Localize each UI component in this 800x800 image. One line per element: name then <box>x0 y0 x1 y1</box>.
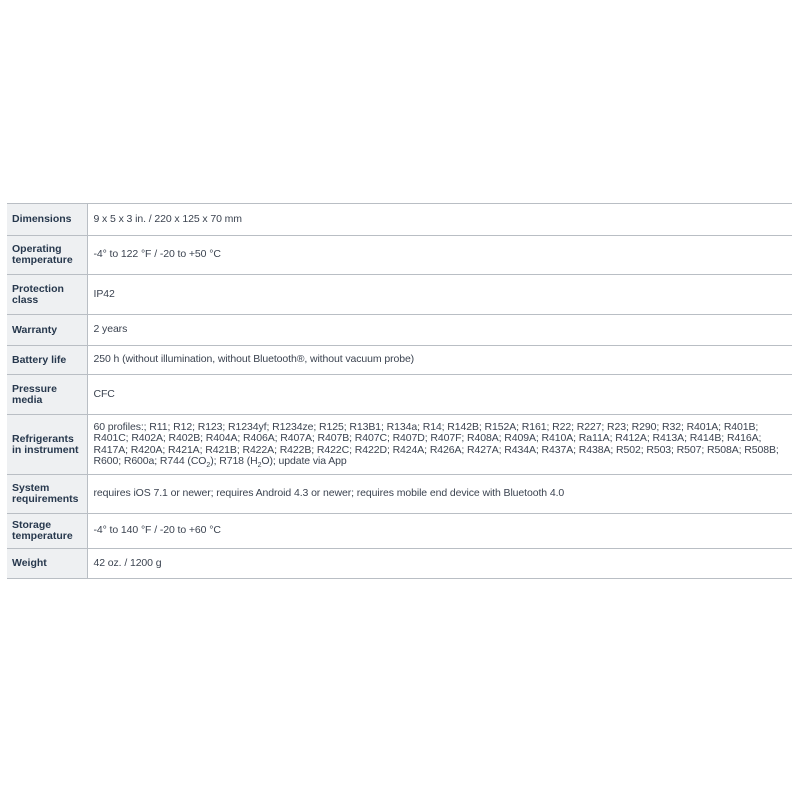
refrigerants-list-end: O); update via App <box>261 454 347 467</box>
table-row <box>7 415 792 475</box>
table-row <box>7 315 792 346</box>
row-label-storage-temperature: Storage temperature <box>7 514 87 549</box>
row-label-pressure-media: Pressure media <box>7 375 87 415</box>
table-row <box>7 204 792 236</box>
table-row <box>7 549 792 579</box>
row-label-protection-class: Protection class <box>7 275 87 315</box>
row-label-weight: Weight <box>7 549 87 579</box>
row-value-weight: 42 oz. / 1200 g <box>87 549 792 579</box>
refrigerants-list-cont: ); R718 (H <box>210 454 258 467</box>
table-row <box>7 346 792 375</box>
co2-subscript: 2 <box>206 461 211 469</box>
table-row <box>7 375 792 415</box>
row-label-refrigerants: Refrigerants in instrument <box>7 415 87 475</box>
row-value-protection-class: IP42 <box>87 275 792 315</box>
row-label-system-requirements: System requirements <box>7 475 87 514</box>
table-row <box>7 514 792 549</box>
table-row <box>7 275 792 315</box>
row-label-operating-temperature: Operating temperature <box>7 236 87 275</box>
refrigerants-list: 60 profiles:; R11; R12; R123; R1234yf; R1234ze; R125; R13B1; R134a; R14; R142B; R152A; R161; R22; R227; R23; R290; R32; R401A; R401B; R401C; R402A; R402B; R404A; R406A; R407A; R407B; R407C; R407D; R407F; R408A; R409A; R410A; Ra11A; R412A; R413A; R414B; R416A; R417A; R420A; R421A; R421B; R422A; R422B; R422C; R422D; R424A; R426A; R427A; R434A; R437A; R438A; R502; R503; R507; R508A; R508B; R600; R600a; R744 (CO <box>93 421 779 467</box>
row-value-pressure-media: CFC <box>87 375 792 415</box>
row-value-battery-life: 250 h (without illumination, without Bluetooth®, without vacuum probe) <box>87 346 792 375</box>
h2o-subscript: 2 <box>257 461 262 469</box>
specifications-table <box>7 203 792 579</box>
row-label-warranty: Warranty <box>7 315 87 346</box>
row-value-warranty: 2 years <box>87 315 792 346</box>
row-label-battery-life: Battery life <box>7 346 87 375</box>
row-label-dimensions: Dimensions <box>7 204 87 236</box>
table-row <box>7 236 792 275</box>
row-value-dimensions: 9 x 5 x 3 in. / 220 x 125 x 70 mm <box>87 204 792 236</box>
row-value-system-requirements: requires iOS 7.1 or newer; requires Android 4.3 or newer; requires mobile end device with Bluetooth 4.0 <box>87 475 792 514</box>
row-value-refrigerants <box>87 415 792 475</box>
table-row <box>7 475 792 514</box>
row-value-operating-temperature: -4° to 122 °F / -20 to +50 °C <box>87 236 792 275</box>
row-value-storage-temperature: -4° to 140 °F / -20 to +60 °C <box>87 514 792 549</box>
